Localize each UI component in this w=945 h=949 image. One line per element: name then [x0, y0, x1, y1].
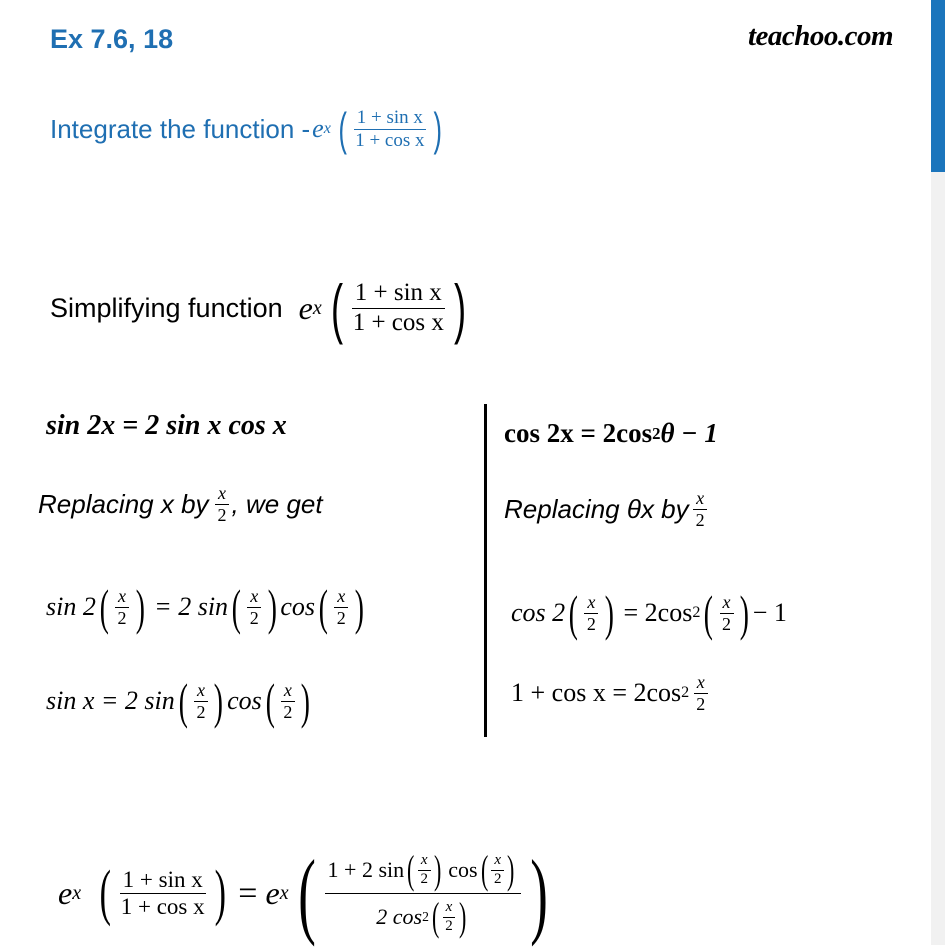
- right-eq1-part-a: cos 2: [511, 598, 566, 627]
- left-identity: sin 2x = 2 sin x cos x: [46, 410, 287, 441]
- question-e: e: [312, 114, 324, 143]
- left-replace-num: x: [215, 483, 229, 505]
- bottom-rhs-e: e: [265, 875, 280, 911]
- right-replace-line: [504, 488, 710, 530]
- teachoo-logo: teachoo.com: [748, 20, 894, 52]
- right-replace-text: Replacing θx by: [504, 493, 689, 524]
- left-eq1-part-c: cos: [280, 592, 316, 621]
- right-equation-2: 1 + cos x = 2cos 2 $\frac{x}{2}$: [511, 672, 710, 714]
- simplify-e-sup: x: [312, 296, 322, 319]
- left-equation-2: sin x = 2 sin ( $\frac{x}{2}$ ) cos ( $\frac{x}{2}$ ): [46, 673, 311, 729]
- question-e-sup: x: [323, 120, 331, 137]
- left-eq1-part-b: = 2 sin: [154, 592, 229, 621]
- left-replace-text: Replacing x by: [38, 488, 209, 519]
- bottom-rhs-denominator: 2 cos 2 ( $\frac{x}{2}$ ): [376, 894, 467, 939]
- question-denominator: 1 + cos x: [355, 129, 425, 151]
- question-text: Integrate the function - e x ( $\frac{\text{1 + sin x}}{\text{1 + cos x}}$ ): [50, 103, 442, 155]
- bottom-equation: e x ( $\frac{\text{1 + sin x}}{\text{1 + cos x}}$ ) = e x ( 1 + 2 sin ( $\frac{x}{2}$ ) cos ( $\frac{x}{2}$ ) 2 cos 2 ( $\frac{x}{2}$ ) ): [58, 840, 548, 947]
- simplify-numerator: 1 + sin x: [352, 279, 445, 309]
- exercise-title: Ex 7.6, 18: [50, 24, 174, 54]
- right-eq1-part-c: − 1: [752, 598, 787, 627]
- bottom-equals: =: [238, 874, 258, 912]
- left-eq1-part-a: sin 2: [46, 592, 96, 621]
- left-equation-1: sin 2 ( $\frac{x}{2}$ ) = 2 sin ( $\frac{x}{2}$ ) cos ( $\frac{x}{2}$ ): [46, 579, 364, 635]
- bottom-lhs-numerator: 1 + sin x: [120, 867, 206, 894]
- question-numerator: 1 + sin x: [354, 107, 426, 130]
- bottom-lhs-denominator: 1 + cos x: [120, 894, 205, 919]
- bottom-lhs-e: e: [58, 875, 73, 911]
- left-replace-den: 2: [217, 504, 227, 525]
- question-prefix: Integrate the function -: [50, 113, 311, 144]
- left-replace-suffix: , we get: [231, 488, 323, 519]
- simplify-e: e: [298, 289, 313, 326]
- simplify-label: Simplifying function: [50, 292, 283, 323]
- right-identity-sup: 2: [652, 423, 661, 443]
- right-replace-num: x: [693, 488, 707, 510]
- bottom-lhs-e-sup: x: [72, 882, 82, 904]
- right-eq1-part-b: = 2cos: [623, 598, 693, 627]
- left-eq2-part-b: cos: [227, 686, 262, 715]
- scrollbar-thumb[interactable]: [931, 0, 945, 172]
- simplify-denominator: 1 + cos x: [352, 308, 444, 336]
- right-identity-b: θ − 1: [660, 418, 718, 448]
- right-identity-a: cos 2x = 2cos: [504, 418, 653, 448]
- left-replace-line: [38, 483, 323, 525]
- bottom-rhs-numerator: 1 + 2 sin ( $\frac{x}{2}$ ) cos ( $\frac{x}{2}$ ): [325, 847, 521, 894]
- right-eq2-sup: 2: [681, 684, 690, 702]
- right-equation-1: cos 2 ( $\frac{x}{2}$ ) = 2cos 2 ( $\frac{x}{2}$ ) − 1: [511, 585, 787, 641]
- right-identity: [504, 418, 718, 449]
- column-divider: [484, 404, 487, 737]
- bottom-rhs-e-sup: x: [279, 882, 289, 904]
- right-eq1-sup: 2: [692, 604, 701, 621]
- left-eq2-part-a: sin x = 2 sin: [46, 686, 175, 715]
- right-replace-den: 2: [695, 509, 705, 530]
- right-eq2-part-a: 1 + cos x = 2cos: [511, 678, 682, 708]
- simplify-line: Simplifying function e x ( $\frac{\text{1 + sin x}}{\text{1 + cos x}}$ ): [50, 271, 466, 345]
